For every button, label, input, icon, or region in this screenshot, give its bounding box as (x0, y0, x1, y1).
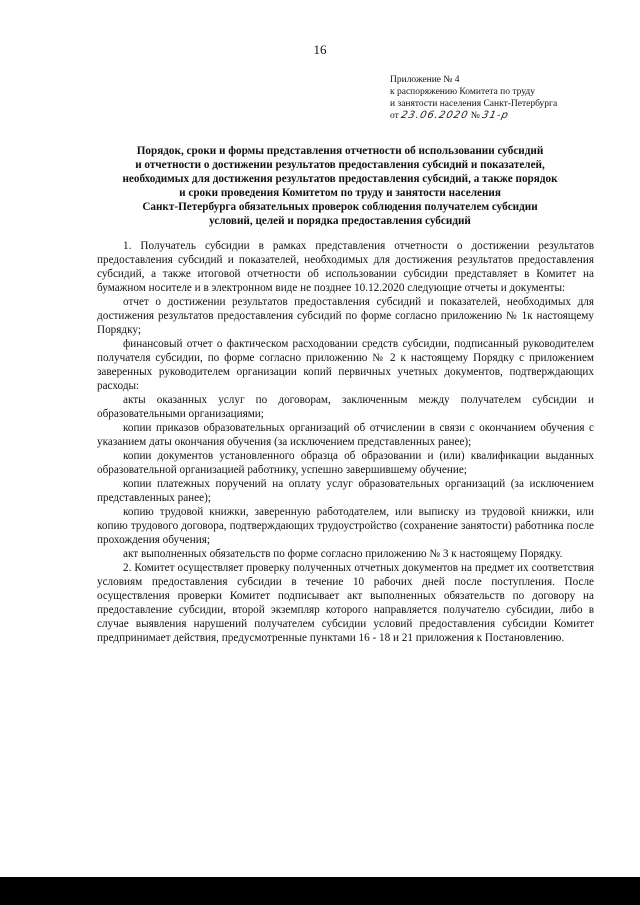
paragraph-2: отчет о достижении результатов предоставления субсидий и показателей, необходимых для достижения результатов предоставления субсидий по форме согласно приложению № 1к настоящему Порядку; (97, 296, 594, 336)
scan-bottom-edge (0, 877, 640, 905)
paragraph-7: копии платежных поручений на оплату услуг образовательных организаций (за исключением представленных ранее); (97, 478, 594, 504)
paragraph-4: акты оказанных услуг по договорам, заключенным между получателем субсидии и образовательными организациями; (97, 394, 594, 420)
number-prefix: № (470, 111, 480, 121)
title-line-1: Порядок, сроки и формы представления отчетности об использовании субсидий (136, 145, 544, 157)
page-number: 16 (313, 42, 327, 57)
paragraph-10: 2. Комитет осуществляет проверку полученных отчетных документов на предмет их соответствия условиям предоставления субсидии в течение 10 рабочих дней после поступления. После осуществления проверки Комитет подписывает акт выполненных обязательств по договору на предоставление субсидии, второй экземпляр которого направляется получателю субсидии, либо в случае выявления нарушений получателем субсидии условий предоставления субсидии Комитет предпринимает действия, предусмотренные пунктами 16 - 18 и 21 приложения к Постановлению. (97, 562, 594, 644)
date-prefix: от (390, 111, 399, 121)
title-line-2: и отчетности о достижении результатов предоставления субсидий и показателей, (135, 159, 545, 171)
appendix-date-line (390, 110, 590, 122)
appendix-header (390, 74, 590, 122)
handwritten-number: 31-р (481, 110, 511, 121)
paragraph-1: 1. Получатель субсидии в рамках представления отчетности о достижении результатов предоставления субсидий и показателей, необходимых для достижения результатов предоставления субсидий, а также итоговой отчетности об использовании субсидии представляет в Комитет на бумажном носителе и в электронном виде не позднее 10.12.2020 следующие отчеты и документы: (97, 240, 594, 294)
title-line-5: Санкт-Петербурга обязательных проверок соблюдения получателем субсидии (142, 201, 538, 213)
paragraph-5: копии приказов образовательных организаций об отчислении в связи с окончанием обучения с указанием даты окончания обучения (за исключением представленных ранее); (97, 422, 594, 448)
document-body (97, 239, 594, 645)
title-line-6: условий, целей и порядка предоставления субсидий (209, 215, 471, 227)
appendix-line-2: к распоряжению Комитета по труду (390, 87, 536, 97)
paragraph-8: копию трудовой книжки, заверенную работодателем, или выписку из трудовой книжки, или копию трудового договора, подтверждающих трудоустройство (сохранение занятости) работника после прохождения обучения; (97, 506, 594, 546)
appendix-line-1: Приложение № 4 (390, 75, 460, 85)
document-title (100, 144, 580, 228)
paragraph-3: финансовый отчет о фактическом расходовании средств субсидии, подписанный руководителем получателя субсидии, по форме согласно приложению № 2 к настоящему Порядку с приложением заверенных руководителем организации копий первичных учетных документов, подтверждающих расходы: (97, 338, 594, 392)
handwritten-date: 23.06.2020 (400, 110, 470, 121)
title-line-3: необходимых для достижения результатов предоставления субсидий, а также порядок (122, 173, 558, 185)
title-line-4: и сроки проведения Комитетом по труду и занятости населения (179, 187, 501, 199)
paragraph-6: копии документов установленного образца об образовании и (или) квалификации выданных образовательной организацией работнику, успешно завершившему обучение; (97, 450, 594, 476)
paragraph-9: акт выполненных обязательств по форме согласно приложению № 3 к настоящему Порядку. (123, 548, 563, 560)
appendix-line-3: и занятости населения Санкт-Петербурга (390, 99, 558, 109)
